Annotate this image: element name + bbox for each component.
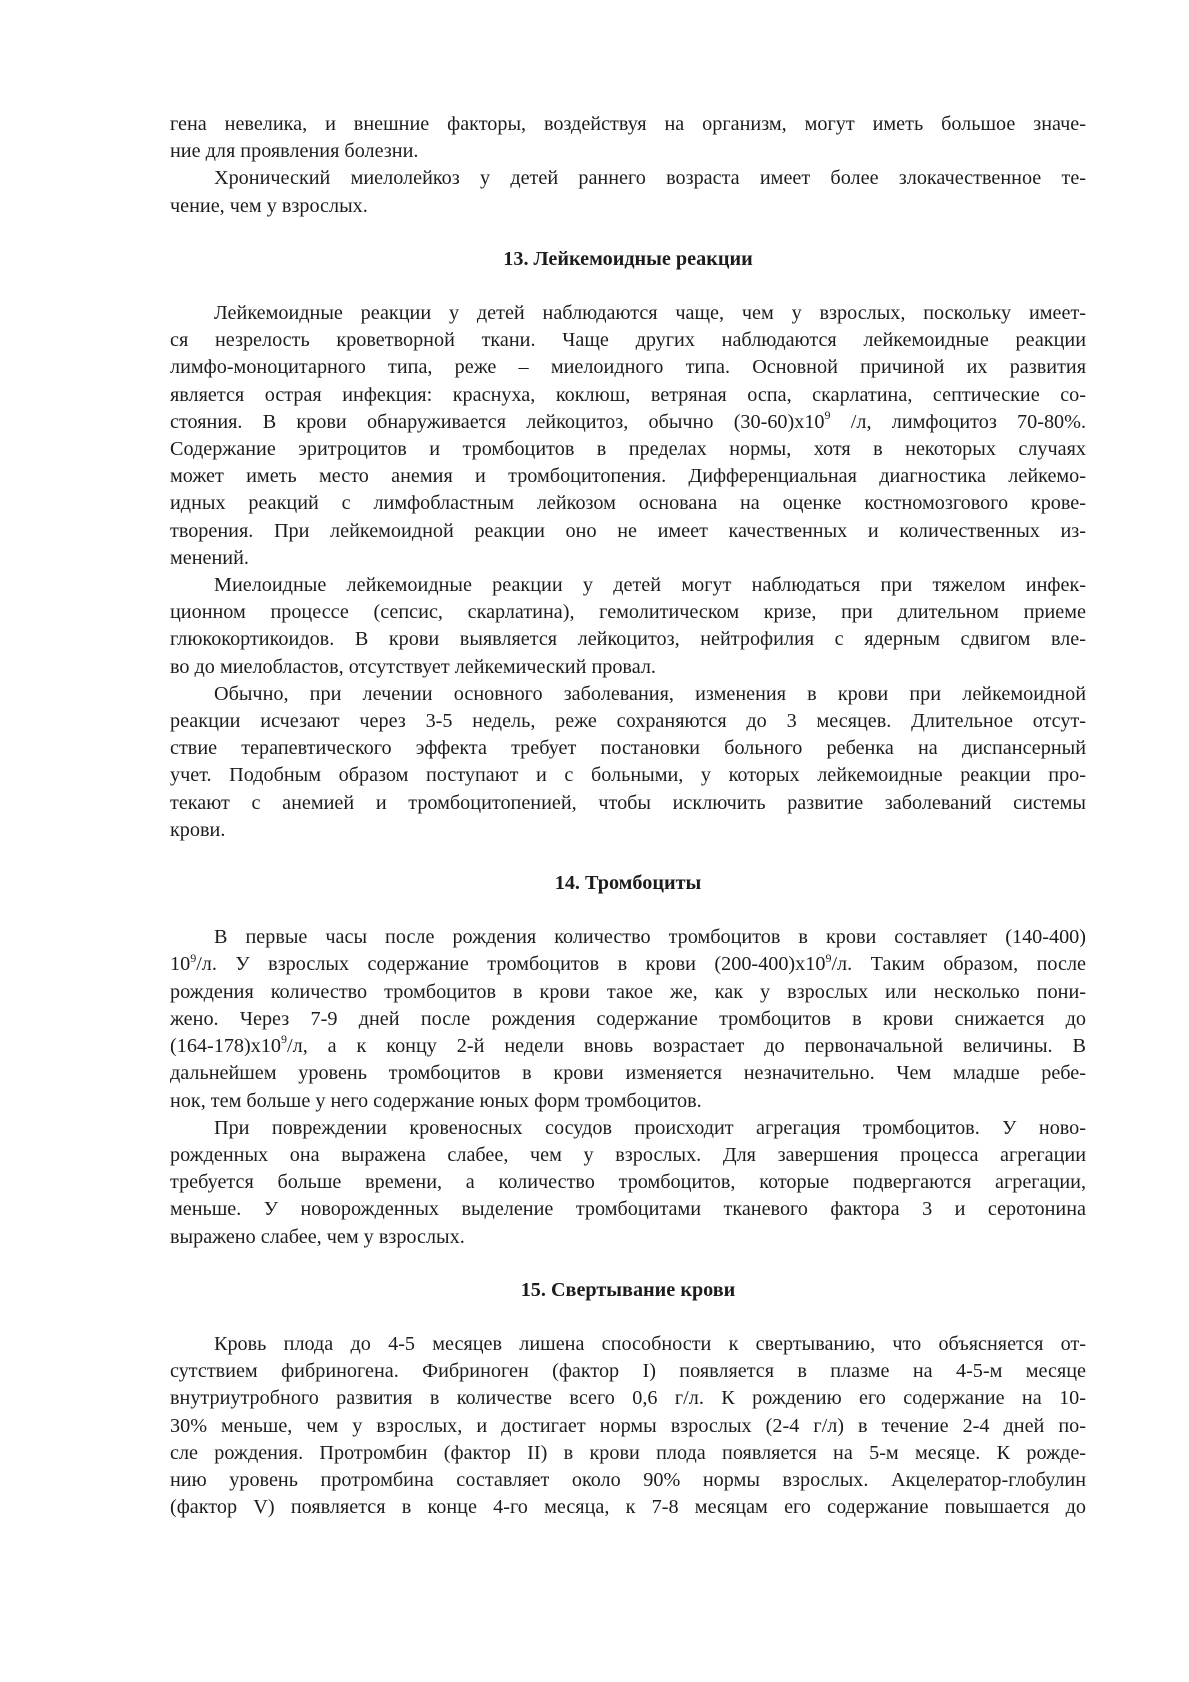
section-heading-14: 14. Тромбоциты	[554, 872, 702, 895]
intro-paragraph-2	[170, 165, 1086, 219]
text-line: глюкокортикоидов. В крови выявляется лейкоцитоз, нейтрофилия с ядерным сдвигом вле-	[170, 628, 1086, 651]
text-line: учет. Подобным образом поступают и с больными, у которых лейкемоидные реакции про-	[170, 764, 1086, 787]
superscript: 9	[190, 950, 197, 965]
text-line: ционном процессе (сепсис, скарлатина), гемолитическом кризе, при длительном приеме	[170, 601, 1086, 624]
text-line: Миелоидные лейкемоидные реакции у детей могут наблюдаться при тяжелом инфек-	[214, 574, 1086, 597]
s15-paragraph-1	[170, 1331, 1086, 1521]
text-line: чение, чем у взрослых.	[170, 194, 368, 217]
superscript: 9	[281, 1032, 288, 1047]
text-line: жено. Через 7-9 дней после рождения содержание тромбоцитов в крови снижается до	[170, 1007, 1086, 1030]
text-segment: /л. Таким образом, после	[831, 953, 1086, 976]
text-line: менений.	[170, 546, 249, 569]
text-line: может иметь место анемия и тромбоцитопения. Дифференциальная диагностика лейкемо-	[170, 465, 1086, 488]
text-line: идных реакций с лимфобластным лейкозом основана на оценке костномозгового крове-	[170, 492, 1086, 515]
superscript: 9	[825, 950, 832, 965]
text-line: ствие терапевтического эффекта требует постановки больного ребенка на диспансерный	[170, 737, 1086, 760]
text-line: гена невелика, и внешние факторы, воздействуя на организм, могут иметь большое значе-	[170, 113, 1086, 135]
text-line: сутствием фибриногена. Фибриноген (фактор I) появляется в плазме на 4-5-м месяце	[170, 1360, 1086, 1383]
text-segment: /л. У взрослых содержание тромбоцитов в крови (200-400)х10	[196, 953, 826, 976]
s14-paragraph-2	[170, 1115, 1086, 1251]
text-line: меньше. У новорожденных выделение тромбоцитами тканевого фактора 3 и серотонина	[170, 1198, 1086, 1221]
text-line: нок, тем больше у него содержание юных форм тромбоцитов.	[170, 1089, 702, 1112]
text-line: внутриутробного развития в количестве всего 0,6 г/л. К рождению его содержание на 10-	[170, 1387, 1086, 1410]
text-line: реакции исчезают через 3-5 недель, реже сохраняются до 3 месяцев. Длительное отсут-	[170, 710, 1086, 733]
s13-paragraph-3	[170, 681, 1086, 844]
superscript: 9	[824, 408, 831, 423]
section-heading-13: 13. Лейкемоидные реакции	[503, 247, 753, 270]
text-line: (фактор V) появляется в конце 4-го месяца, к 7-8 месяцам его содержание повышается до	[170, 1496, 1086, 1519]
s13-paragraph-2	[170, 572, 1086, 681]
text-line: рождения количество тромбоцитов в крови такое же, как у взрослых или несколько пони-	[170, 980, 1086, 1003]
text-line: ся незрелость кроветворной ткани. Чаще других наблюдаются лейкемоидные реакции	[170, 329, 1086, 352]
text-line: Хронический миелолейкоз у детей раннего возраста имеет более злокачественное те-	[214, 167, 1086, 190]
text-line: Содержание эритроцитов и тромбоцитов в пределах нормы, хотя в некоторых случаях	[170, 438, 1086, 461]
text-line: текают с анемией и тромбоцитопенией, чтобы исключить развитие заболеваний системы	[170, 791, 1086, 814]
section-heading-15: 15. Свертывание крови	[520, 1278, 736, 1301]
document-page	[170, 111, 1086, 1521]
text-line: ние для проявления болезни.	[170, 140, 419, 163]
text-segment: /л, а к концу 2-й недели вновь возрастает до первоначальной величины. В	[287, 1035, 1086, 1058]
text-line: выражено слабее, чем у взрослых.	[170, 1225, 465, 1248]
text-line: является острая инфекция: краснуха, коклюш, ветряная оспа, скарлатина, септические со-	[170, 383, 1086, 406]
text-segment: стояния. В крови обнаруживается лейкоцитоз, обычно (30-60)х10	[170, 410, 825, 433]
text-line: Лейкемоидные реакции у детей наблюдаются чаще, чем у взрослых, поскольку имеет-	[214, 302, 1086, 325]
s14-paragraph-1	[170, 924, 1086, 1114]
text-line	[170, 1033, 1086, 1060]
text-line: творения. При лейкемоидной реакции оно не имеет качественных и количественных из-	[170, 519, 1086, 542]
text-line: При повреждении кровеносных сосудов происходит агрегация тромбоцитов. У ново-	[214, 1116, 1086, 1139]
text-line: во до миелобластов, отсутствует лейкемический провал.	[170, 655, 656, 678]
text-line: крови.	[170, 818, 226, 841]
text-line: сле рождения. Протромбин (фактор II) в крови плода появляется на 5-м месяце. К рожде-	[170, 1441, 1086, 1464]
text-segment: (164-178)х10	[170, 1035, 282, 1058]
text-line: требуется больше времени, а количество тромбоцитов, которые подвергаются агрегации,	[170, 1171, 1086, 1194]
text-line: Кровь плода до 4-5 месяцев лишена способности к свертыванию, что объясняется от-	[214, 1332, 1086, 1355]
text-line: В первые часы после рождения количество тромбоцитов в крови составляет (140-400)	[214, 926, 1086, 949]
s13-paragraph-1	[170, 300, 1086, 572]
text-line	[170, 409, 1086, 436]
text-segment: /л, лимфоцитоз 70-80%.	[830, 410, 1087, 433]
text-line: дальнейшем уровень тромбоцитов в крови изменяется незначительно. Чем младше ребе-	[170, 1062, 1086, 1085]
text-line: 30% меньше, чем у взрослых, и достигает нормы взрослых (2-4 г/л) в течение 2-4 дней по-	[170, 1414, 1086, 1437]
text-line: рожденных она выражена слабее, чем у взрослых. Для завершения процесса агрегации	[170, 1143, 1086, 1166]
text-segment: 10	[170, 953, 191, 976]
text-line: Обычно, при лечении основного заболевания, изменения в крови при лейкемоидной	[214, 682, 1086, 705]
text-line: лимфо-моноцитарного типа, реже – миелоидного типа. Основной причиной их развития	[170, 356, 1086, 379]
text-line: нию уровень протромбина составляет около 90% нормы взрослых. Акцелератор-глобулин	[170, 1468, 1086, 1491]
intro-paragraph-1	[170, 111, 1086, 165]
text-line	[170, 951, 1086, 978]
